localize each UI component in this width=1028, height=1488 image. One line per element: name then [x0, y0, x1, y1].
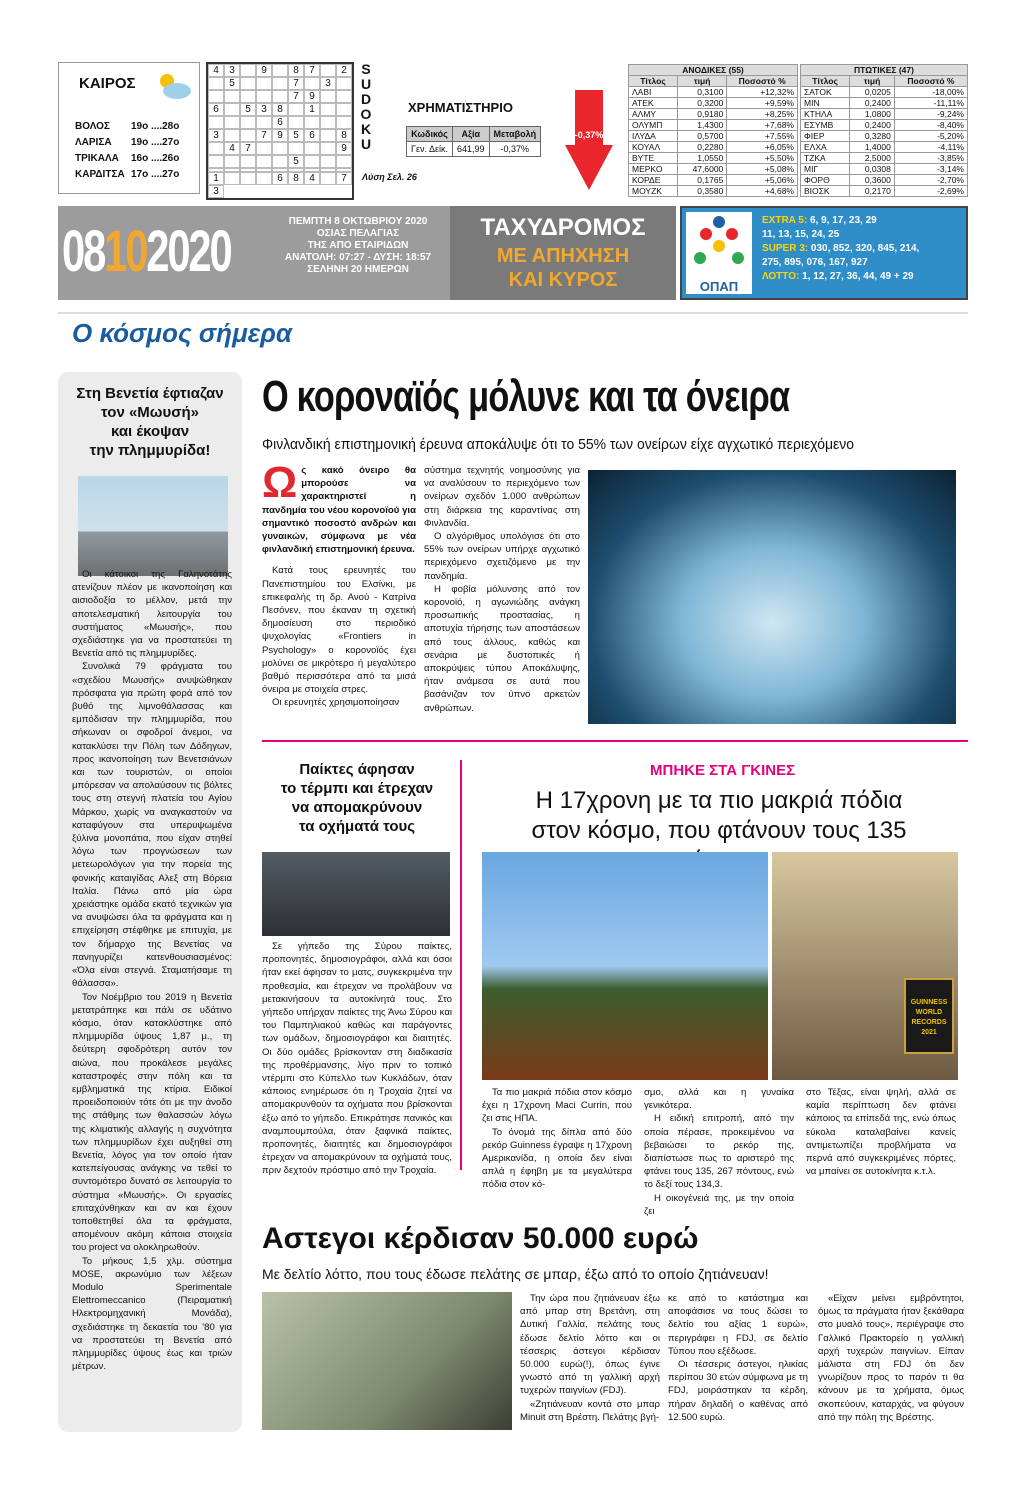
stock-cell: -18,00% [894, 87, 967, 98]
sudoku-cell [336, 103, 352, 116]
table-row [629, 142, 798, 153]
pink-divider [262, 740, 968, 742]
stock-cell: 1,4300 [677, 120, 726, 131]
sudoku-cell: 9 [272, 129, 288, 142]
sudoku-cell: 6 [208, 103, 224, 116]
main-subheadline: Φινλανδική επιστημονική έρευνα αποκάλυψε ότι το 55% των ονείρων είχε αγχωτικό περιεχόμενο [262, 436, 854, 453]
main-headline: Ο κοροναϊός μόλυνε και τα όνειρα [262, 372, 790, 421]
sudoku-solution-note: Λύση Σελ. 26 [362, 172, 417, 182]
sudoku-cell [272, 64, 288, 77]
stock-cell: +7,55% [727, 131, 798, 142]
sudoku-grid [206, 62, 354, 200]
stock-cell: 0,9180 [677, 109, 726, 120]
sudoku-cell [224, 129, 240, 142]
sudoku-cell [256, 90, 272, 103]
table-row [629, 131, 798, 142]
sudoku-cell [336, 155, 352, 168]
stock-cell: -3,85% [894, 153, 967, 164]
story4-col1: Την ώρα που ζητιάνευαν έξω από μπαρ στη Βρετάνη, στη Δυτική Γαλλία, πελάτης τους έδωσε δελτίο λόττο και οι τέσσερις άστεγοι κέρδισαν 50.000 ευρώ(!), όπως έγινε γνωστό από τη γαλλική αρχή τυχερών παιγνίων (FDJ). «Ζητιάνευαν κοντά στο μπαρ Minuit στη Βρέστη. Πελάτης βγή- [520, 1293, 660, 1423]
stock-col-header: τιμή [850, 76, 895, 87]
sudoku-cell: 8 [288, 64, 304, 77]
table-row [801, 153, 968, 164]
sudoku-cell: 5 [240, 103, 256, 116]
sudoku-cell [208, 142, 224, 155]
sudoku-cell [256, 77, 272, 90]
sudoku-cell [304, 116, 320, 129]
stock-cell: -2,70% [894, 175, 967, 186]
stock-cell: ΒΙΟΣΚ [801, 186, 850, 197]
sudoku-cell [288, 116, 304, 129]
table-row [801, 142, 968, 153]
stock-cell: ΛΑΒΙ [629, 87, 678, 98]
stock-cell: -4,11% [894, 142, 967, 153]
sudoku-cell [320, 142, 336, 155]
table-row [801, 186, 968, 197]
gainers-table [628, 64, 798, 197]
sudoku-cell [336, 77, 352, 90]
sudoku-cell [304, 77, 320, 90]
sudoku-cell [336, 116, 352, 129]
sudoku-cell: 7 [336, 172, 352, 185]
sudoku-cell [320, 172, 336, 185]
slogan: ΜΕ ΑΠΗΧΗΣΗ ΚΑΙ ΚΥΡΟΣ [496, 245, 630, 291]
stock-cell: -5,20% [894, 131, 967, 142]
stadium-photo [262, 852, 450, 936]
story2-body: Σε γήπεδο της Σύρου παίκτες, προπονητές, δημοσιογράφοι, αλλά και όσοι ήταν εκεί άφησαν το ματς, συγκεκριμένα την προθεσμία, και έτρεχαν να προλάβουν να μετακινήσουν τα αυτοκίνητά τους. Στο γήπεδο υπήρχαν παίκτες της Άνω Σύρου και του Παμπηλιακού καθώς και παράγοντες των ομάδων, δημοσιογράφοι και διαιτητές. Οι δύο ομάδες βρίσκονταν στη διαδικασία της προθέρμανσης, λίγο πριν το τοπικό ντέρμπι στο Κύπελλο των Κυκλάδων, όταν κάποιος ενημέρωσε ότι η Τροχαία ζητεί να απομακρυνθούν τα οχήματα που βρίσκονται έξω από το γήπεδο. Επικράτησε πανικός και αναμπουμπούλα, όταν ξαφνικά παίκτες, προπονητές, διαιτητές και δημοσιογράφοι έτρεχαν να απομακρύνουν τα οχήματά τους, πριν δεχτούν πρόστιμο από την Τροχαία. [262, 941, 452, 1177]
sudoku-cell [224, 172, 240, 185]
weather-row: ΒΟΛΟΣ 19ο ....28ο [75, 121, 180, 132]
stock-cell: ΜΙΓ [801, 164, 850, 175]
sudoku-cell: 7 [288, 90, 304, 103]
story4-col2: κε από το κατάστημα και αποφάσισε να τους δώσει το δελτίο του αξίας 1 ευρώ», περιγράφει η FDJ, σε δελτίο Τύπου που εξέδωσε. Οι τέσσερις άστεγοι, ηλικίας περίπου 30 ετών σύμφωνα με τη FDJ, μοιράστηκαν τα κέρδη, πήραν δηλαδή ο καθένας από 12.500 ευρώ. [668, 1293, 808, 1423]
sudoku-cell [320, 155, 336, 168]
date-info: ΠΕΜΠΤΗ 8 ΟΚΤΩΒΡΙΟΥ 2020 ΟΣΙΑΣ ΠΕΛΑΓΙΑΣ ΤΗΣ ΑΠΟ ΕΤΑΙΡΙΔΩΝ ΑΝΑΤΟΛΗ: 07:27 - ΔΥΣΗ: 18:57 ΣΕΛΗΝΗ 20 ΗΜΕΡΩΝ [284, 216, 432, 275]
stock-cell: +12,32% [727, 87, 798, 98]
stock-cell: ΚΤΗΛΑ [801, 109, 850, 120]
stock-cell: ΑΤΕΚ [629, 98, 678, 109]
stock-cell: +7,68% [727, 120, 798, 131]
sudoku-cell [320, 116, 336, 129]
guinness-book-image: GUINNESS WORLD RECORDS 2021 [904, 978, 954, 1054]
sudoku-cell [256, 172, 272, 185]
stock-cell: +5,06% [727, 175, 798, 186]
sudoku-cell [304, 142, 320, 155]
sidebar-body: Οι κάτοικοι της Γαληνοτάτης ατενίζουν πλέον με ικανοποίηση και αισιοδοξία το μέλλον, μετά την αποτελεσματική λειτουργία του συστήματος «Μωυσής», που σχεδιάστηκε για να προστατεύει τη Βενετία από τις πλημμυρίδες. Συνολικά 79 φράγματα του «σχεδίου Μωυσής» ανυψώθηκαν πρόσφατα για πρώτη φορά από τον βυθό της λιμνοθάλασσας και εμπόδισαν την πλημμυρίδα, που σήκωναν οι σφοδροί άνεμοι, να κατακλύσει την Πόλη των Δόδηγων, προς ικανοποίηση των Βενετσιάνων και των τουριστών, οι οποίοι μπόρεσαν να απολαύσουν τις βόλτες τους στη στεγνή πλατεία του Αγίου Μάρκου, χωρίς να αναγκαστούν να καταφύγουν στα υπερυψωμένα ξύλινα μονοπάτια, που είχαν στηθεί λόγω των προγνώσεων των μετεωρολόγων για την πορεία της φονικής καταιγίδας Αλεξ στη Βόρεια Ιταλία. Πάνω από μία ώρα χρειάστηκε ομάδα εκατό τεχνικών για να ανυψώσει όλα τα φράγματα και η επιχείρηση στέφθηκε με επιτυχία, με τον δήμαρχο της Βενετίας να πανηγυρίζει κατενθουσιασμένος: «Όλα είναι στεγνά. Σταματήσαμε τη θάλασσα». Τον Νοέμβριο του 2019 η Βενετία μετατράπηκε και πάλι σε υδάτινο κόσμο, όταν κατακλύστηκε από πλημμυρίδα ύψους 1,87 μ., τη δεύτερη σφοδρότερη αυτόν τον αιώνα, που προκάλεσε μεγάλες καταστροφές στην πόλη και τα εμβληματικά της κτίρια. Ειδικοί προειδοποιούν τότε ότι με την άνοδο της στάθμης των θαλασσών λόγω της κλιματικής αλλαγής η συχνότητα των πλημμυρίδων έχει αυξηθεί στη Βενετία, λόγος για τον οποίο ήταν κατεπείγουσας ανάγκης να τεθεί το συντομότερο δυνατό σε λειτουργία το σύστημα «Μωυσής». Οι εργασίες επιταχύνθηκαν και αν και έχουν τοποθετηθεί όλα τα φράγματα, απομένουν ακόμη κάποια στοιχεία του project να ολοκληρωθούν. Το μήκους 1,5 χλμ. σύστημα MOSE, ακρωνύμιο των λέξεων Modulo Sperimentale Elettromeccanico (Πειραματική Ηλεκτρομηχανική Μονάδα), σχεδιάστηκε τη δεκαετία του '80 για να προστατεύει τη Βενετία από πλημμυρίδες ύψους έως και τριών μέτρων. [72, 569, 232, 1373]
sudoku-cell: 7 [288, 77, 304, 90]
sudoku-cell: 7 [240, 142, 256, 155]
lotto-tickets-photo [262, 1292, 512, 1430]
story3-col1: Τα πιο μακριά πόδια στον κόσμο έχει η 17χρονη Maci Currin, που ζει στις ΗΠΑ. Το όνομά της δίπλα από δύο ρεκόρ Guinness έγραψε η 17χρονη Αμερικανίδα, η οποία δεν είναι απλά η έφηβη με τα μεγαλύτερα πόδια στον κό- [482, 1087, 632, 1191]
sudoku-cell: 9 [256, 64, 272, 77]
sudoku-cell [208, 155, 224, 168]
story3-kicker: ΜΠΗΚΕ ΣΤΑ ΓΚΙΝΕΣ [650, 762, 796, 779]
section-title: Ο κόσμος σήμερα [72, 318, 293, 348]
stock-cell: -2,69% [894, 186, 967, 197]
table-row [629, 87, 798, 98]
big-date: 08102020 [62, 219, 231, 284]
sudoku-cell [304, 155, 320, 168]
sudoku-cell: 8 [288, 172, 304, 185]
stock-cell: 0,3100 [677, 87, 726, 98]
stock-cell: -11,11% [894, 98, 967, 109]
table-row [629, 186, 798, 197]
sudoku-cell [320, 129, 336, 142]
story3-headline: Η 17χρονη με τα πιο μακριά πόδια στον κόσμο, που φτάνουν τους 135 [531, 787, 907, 844]
table-row [801, 87, 968, 98]
sudoku-cell [256, 142, 272, 155]
sudoku-cell [240, 90, 256, 103]
stock-cell: 47,6000 [677, 164, 726, 175]
story4-headline: Αστεγοι κέρδισαν 50.000 ευρώ [262, 1222, 699, 1255]
stock-cell: ΜΙΝ [801, 98, 850, 109]
stock-cell: +9,59% [727, 98, 798, 109]
sudoku-cell [224, 116, 240, 129]
table-row [801, 131, 968, 142]
sudoku-cell: 3 [256, 103, 272, 116]
weather-row: ΚΑΡΔΙΤΣΑ 17ο ....27ο [75, 169, 180, 180]
stock-cell: ΟΛΥΜΠ [629, 120, 678, 131]
table-row [629, 164, 798, 175]
stock-cell: ΤΖΚΑ [801, 153, 850, 164]
sudoku-cell [240, 77, 256, 90]
sudoku-cell [240, 155, 256, 168]
sudoku-cell [272, 90, 288, 103]
losers-table [800, 64, 968, 197]
stock-cell: 0,3580 [677, 186, 726, 197]
story2-headline: Παίκτες άφησαν το τέρμπι και έτρεχαν να απομακρύνουν τα οχήματά τους [280, 761, 434, 835]
weather-row: ΛΑΡΙΣΑ 19ο ....27ο [75, 137, 180, 148]
sudoku-cell: 5 [224, 77, 240, 90]
stock-col-header: Ποσοστό % [894, 76, 967, 87]
stock-cell: +4,68% [727, 186, 798, 197]
stock-cell: ΚΟΥΑΛ [629, 142, 678, 153]
stock-cell: ΦΙΕΡ [801, 131, 850, 142]
stock-cell: ΦΟΡΘ [801, 175, 850, 186]
table-row [629, 109, 798, 120]
sudoku-cell [240, 129, 256, 142]
sudoku-cell [320, 64, 336, 77]
sudoku-cell: 7 [256, 129, 272, 142]
sudoku-cell [208, 77, 224, 90]
stock-cell: 0,2280 [677, 142, 726, 153]
sleeping-woman-photo [588, 470, 956, 724]
story1-col1: Ως κακό όνειρο θα μπορούσε να χαρακτηριστεί η πανδημία του νέου κορονοϊού για σημαντικό ποσοστό ανδρών και γυναικών, σύμφωνα με νέα φινλανδική επιστημονική έρευνα. Κατά τους ερευνητές του Πανεπιστημίου του Ελσίνκι, με επικεφαλής τη δρ. Ανού - Κατρίνα Πεσόνεν, που έκαναν τη σχετική δημοσίευση στο περιοδικό ψυχολογίας «Frontiers in Psychology» ο κορονοϊός έχει μολύνει σε μικρότερο ή μεγαλύτερο βαθμό περισσότερα από τα μισά όνειρα με στοιχεία στρες. Οι ερευνητές χρησιμοποίησαν [262, 458, 416, 709]
stock-table-title: ΑΝΟΔΙΚΕΣ (55) [629, 65, 798, 76]
stock-cell: 0,2170 [850, 186, 895, 197]
stock-table-title: ΠΤΩΤΙΚΕΣ (47) [801, 65, 968, 76]
stock-cell: -8,40% [894, 120, 967, 131]
sudoku-cell [240, 64, 256, 77]
sudoku-cell [272, 155, 288, 168]
stock-cell: 1,4000 [850, 142, 895, 153]
long-legs-photo [482, 852, 768, 1080]
sun-cloud-icon [153, 71, 193, 101]
weather-row: ΤΡΙΚΑΛΑ 16ο ....26ο [75, 153, 180, 164]
sudoku-cell: 1 [208, 172, 224, 185]
sudoku-cell: 1 [304, 103, 320, 116]
stock-cell: ΕΛΧΑ [801, 142, 850, 153]
sudoku-cell: 3 [208, 129, 224, 142]
table-row [801, 98, 968, 109]
table-row [629, 153, 798, 164]
stock-cell: 0,0308 [850, 164, 895, 175]
sudoku-cell [224, 155, 240, 168]
sudoku-cell [224, 90, 240, 103]
sudoku-cell [320, 90, 336, 103]
table-row [801, 175, 968, 186]
section-divider [58, 312, 968, 314]
story3-col3: στο Τέξας, είναι ψηλή, αλλά σε καμία περίπτωση δεν φτάνει κάποιος τα επίπεδά της, ενώ όπως εύκολα καταλαβαίνει κανείς αντιμετωπίζει προβλήματα να περνά από συγκεκριμένες πόρτες, να μπαίνει σε αυτοκίνητα κ.τ.λ. [806, 1087, 956, 1178]
sudoku-cell: 8 [336, 129, 352, 142]
down-arrow-icon [565, 90, 613, 190]
sudoku-cell [336, 90, 352, 103]
sudoku-cell: 6 [304, 129, 320, 142]
stock-cell: -9,24% [894, 109, 967, 120]
story4-col3: «Είχαν μείνει εμβρόντητοι, όμως τα πράγματα ήταν ξεκάθαρα στο μυαλό τους», περιέγραψε στο Γαλλικό Πρακτορείο η γαλλική αρχή τυχερών παιγνίων. Είπαν μάλιστα στη FDJ ότι δεν γνωρίζουν προς το παρόν τι θα κάνουν με τα χρήματα, όμως σκοπεύουν, καταρχάς, να φύγουν από την πόλη της Βρέστης. [818, 1293, 964, 1423]
sudoku-cell [288, 142, 304, 155]
sudoku-title: S U D O K U [360, 61, 372, 152]
pink-vertical-divider [460, 760, 462, 1170]
sudoku-cell: 4 [304, 172, 320, 185]
sudoku-cell [208, 116, 224, 129]
table-row [801, 120, 968, 131]
stock-cell: +5,08% [727, 164, 798, 175]
table-row [801, 164, 968, 175]
sudoku-cell [224, 103, 240, 116]
sidebar-headline: Στη Βενετία έφτιαζαν τον «Μωυσή» και έκοψαν την πλημμυρίδα! [76, 385, 224, 459]
stock-col-header: Τίτλος [629, 76, 678, 87]
story1-col2: σύστημα τεχνητής νοημοσύνης για να αναλύσουν το περιεχόμενο των ονείρων σχεδόν 1.000 ανθρώπων στη διάρκεια της καραντίνας στη Φινλανδία. Ο αλγόριθμος υπολόγισε ότι στο 55% των ονείρων υπήρχε αγχωτικό περιεχόμενο σχετιζόμενο με την πανδημία. Η φοβία μόλυνσης από τον κορονοϊό, η αγωνιώδης ανάγκη προσωπικής προστασίας, η αποτυχία τήρησης των αποστάσεων από τους άλλους, καθώς και σενάρια με δυστοπικές ή αποκρύψεις τύπου Αποκάλυψης, ήταν ανάμεσα σε αυτά που βασάνιζαν τον ύπνο αρκετών ανθρώπων. [424, 465, 580, 714]
paper-name: ΤΑΧΥΔΡΟΜΟΣ [480, 214, 646, 241]
sudoku-cell [256, 116, 272, 129]
stock-cell: 0,3280 [850, 131, 895, 142]
story4-subheadline: Με δελτίο λόττο, που τους έδωσε πελάτης σε μπαρ, έξω από το οποίο ζητιάνευαν! [262, 1266, 769, 1282]
sudoku-cell [256, 155, 272, 168]
opap-logo: ΟΠΑΠ [686, 212, 752, 294]
sudoku-cell [288, 103, 304, 116]
drop-cap: Ω [262, 458, 298, 507]
stock-cell: ΜΟΥΖΚ [629, 186, 678, 197]
weather-box [58, 62, 200, 194]
stock-col-header: Τίτλος [801, 76, 850, 87]
stock-cell: ΚΟΡΔΕ [629, 175, 678, 186]
sudoku-cell: 5 [288, 129, 304, 142]
stock-cell: ΕΣΥΜΒ [801, 120, 850, 131]
stock-cell: 0,0205 [850, 87, 895, 98]
market-table: Κωδικός Αξία Μεταβολή Γεν. Δείκ. 641,99 -0,37% [406, 126, 541, 157]
stock-cell: 2,5000 [850, 153, 895, 164]
sudoku-cell [240, 172, 256, 185]
stock-col-header: Ποσοστό % [727, 76, 798, 87]
sudoku-cell: 3 [208, 185, 224, 198]
sudoku-cell: 3 [224, 64, 240, 77]
sudoku-cell: 5 [288, 155, 304, 168]
stock-cell: 0,3200 [677, 98, 726, 109]
sudoku-cell: 7 [304, 64, 320, 77]
story3-col2: σμο, αλλά και η γυναίκα γενικότερα. Η ειδική επιτροπή, από την οποία πέρασε, προκειμένου να βεβαιώσει το ρεκόρ της, διαπίστωσε πως το αριστερό της φτάνει τους 135, 267 πόντους, ενώ το δεξί τους 134,3. Η οικογένειά της, με την οποία ζει [644, 1087, 794, 1217]
table-row [629, 120, 798, 131]
sidebar-article [58, 372, 242, 1432]
sudoku-cell: 2 [336, 64, 352, 77]
stock-cell: 0,2400 [850, 98, 895, 109]
sudoku-cell [320, 103, 336, 116]
stock-cell: ΒΥΤΕ [629, 153, 678, 164]
sudoku-cell: 8 [272, 103, 288, 116]
stock-cell: 0,5700 [677, 131, 726, 142]
table-row [801, 109, 968, 120]
market-title: ΧΡΗΜΑΤΙΣΤΗΡΙΟ [408, 100, 513, 115]
sudoku-cell: 3 [320, 77, 336, 90]
stock-cell: 1,0550 [677, 153, 726, 164]
stock-col-header: τιμή [677, 76, 726, 87]
stock-cell: 0,1765 [677, 175, 726, 186]
stock-cell: ΜΕΡΚΟ [629, 164, 678, 175]
stock-cell: ΑΛΜΥ [629, 109, 678, 120]
stock-cell: ΣΑΤΟΚ [801, 87, 850, 98]
stock-cell: -3,14% [894, 164, 967, 175]
sudoku-cell: 9 [304, 90, 320, 103]
sudoku-cell: 9 [336, 142, 352, 155]
stock-cell: 0,3600 [850, 175, 895, 186]
date-band [58, 206, 450, 300]
sudoku-cell [240, 116, 256, 129]
stock-cell: ΙΛΥΔΑ [629, 131, 678, 142]
stock-cell: +8,25% [727, 109, 798, 120]
sudoku-cell [272, 77, 288, 90]
sudoku-cell: 4 [208, 64, 224, 77]
stock-cell: +6,05% [727, 142, 798, 153]
masthead-slogan [450, 206, 676, 300]
stock-cell: 0,2400 [850, 120, 895, 131]
market-change: -0,37% [574, 130, 604, 140]
sudoku-cell [272, 142, 288, 155]
table-row [629, 98, 798, 109]
sudoku-cell: 4 [224, 142, 240, 155]
sudoku-cell [208, 90, 224, 103]
stock-cell: +5,50% [727, 153, 798, 164]
table-row [629, 175, 798, 186]
weather-title: ΚΑΙΡΟΣ [79, 75, 136, 92]
sudoku-cell: 6 [272, 172, 288, 185]
lottery-results: ΟΠΑΠ EXTRA 5: 6, 9, 17, 23, 29 11, 13, 15, 24, 25 SUPER 3: 030, 852, 320, 845, 214, 275, 895, 076, 167, 927 ΛΟΤΤΟ: 1, 12, 27, 36, 44, 49 + 29 [680, 206, 968, 300]
sudoku-cell: 6 [272, 116, 288, 129]
stock-cell: 1,0800 [850, 109, 895, 120]
venice-photo [78, 476, 228, 576]
